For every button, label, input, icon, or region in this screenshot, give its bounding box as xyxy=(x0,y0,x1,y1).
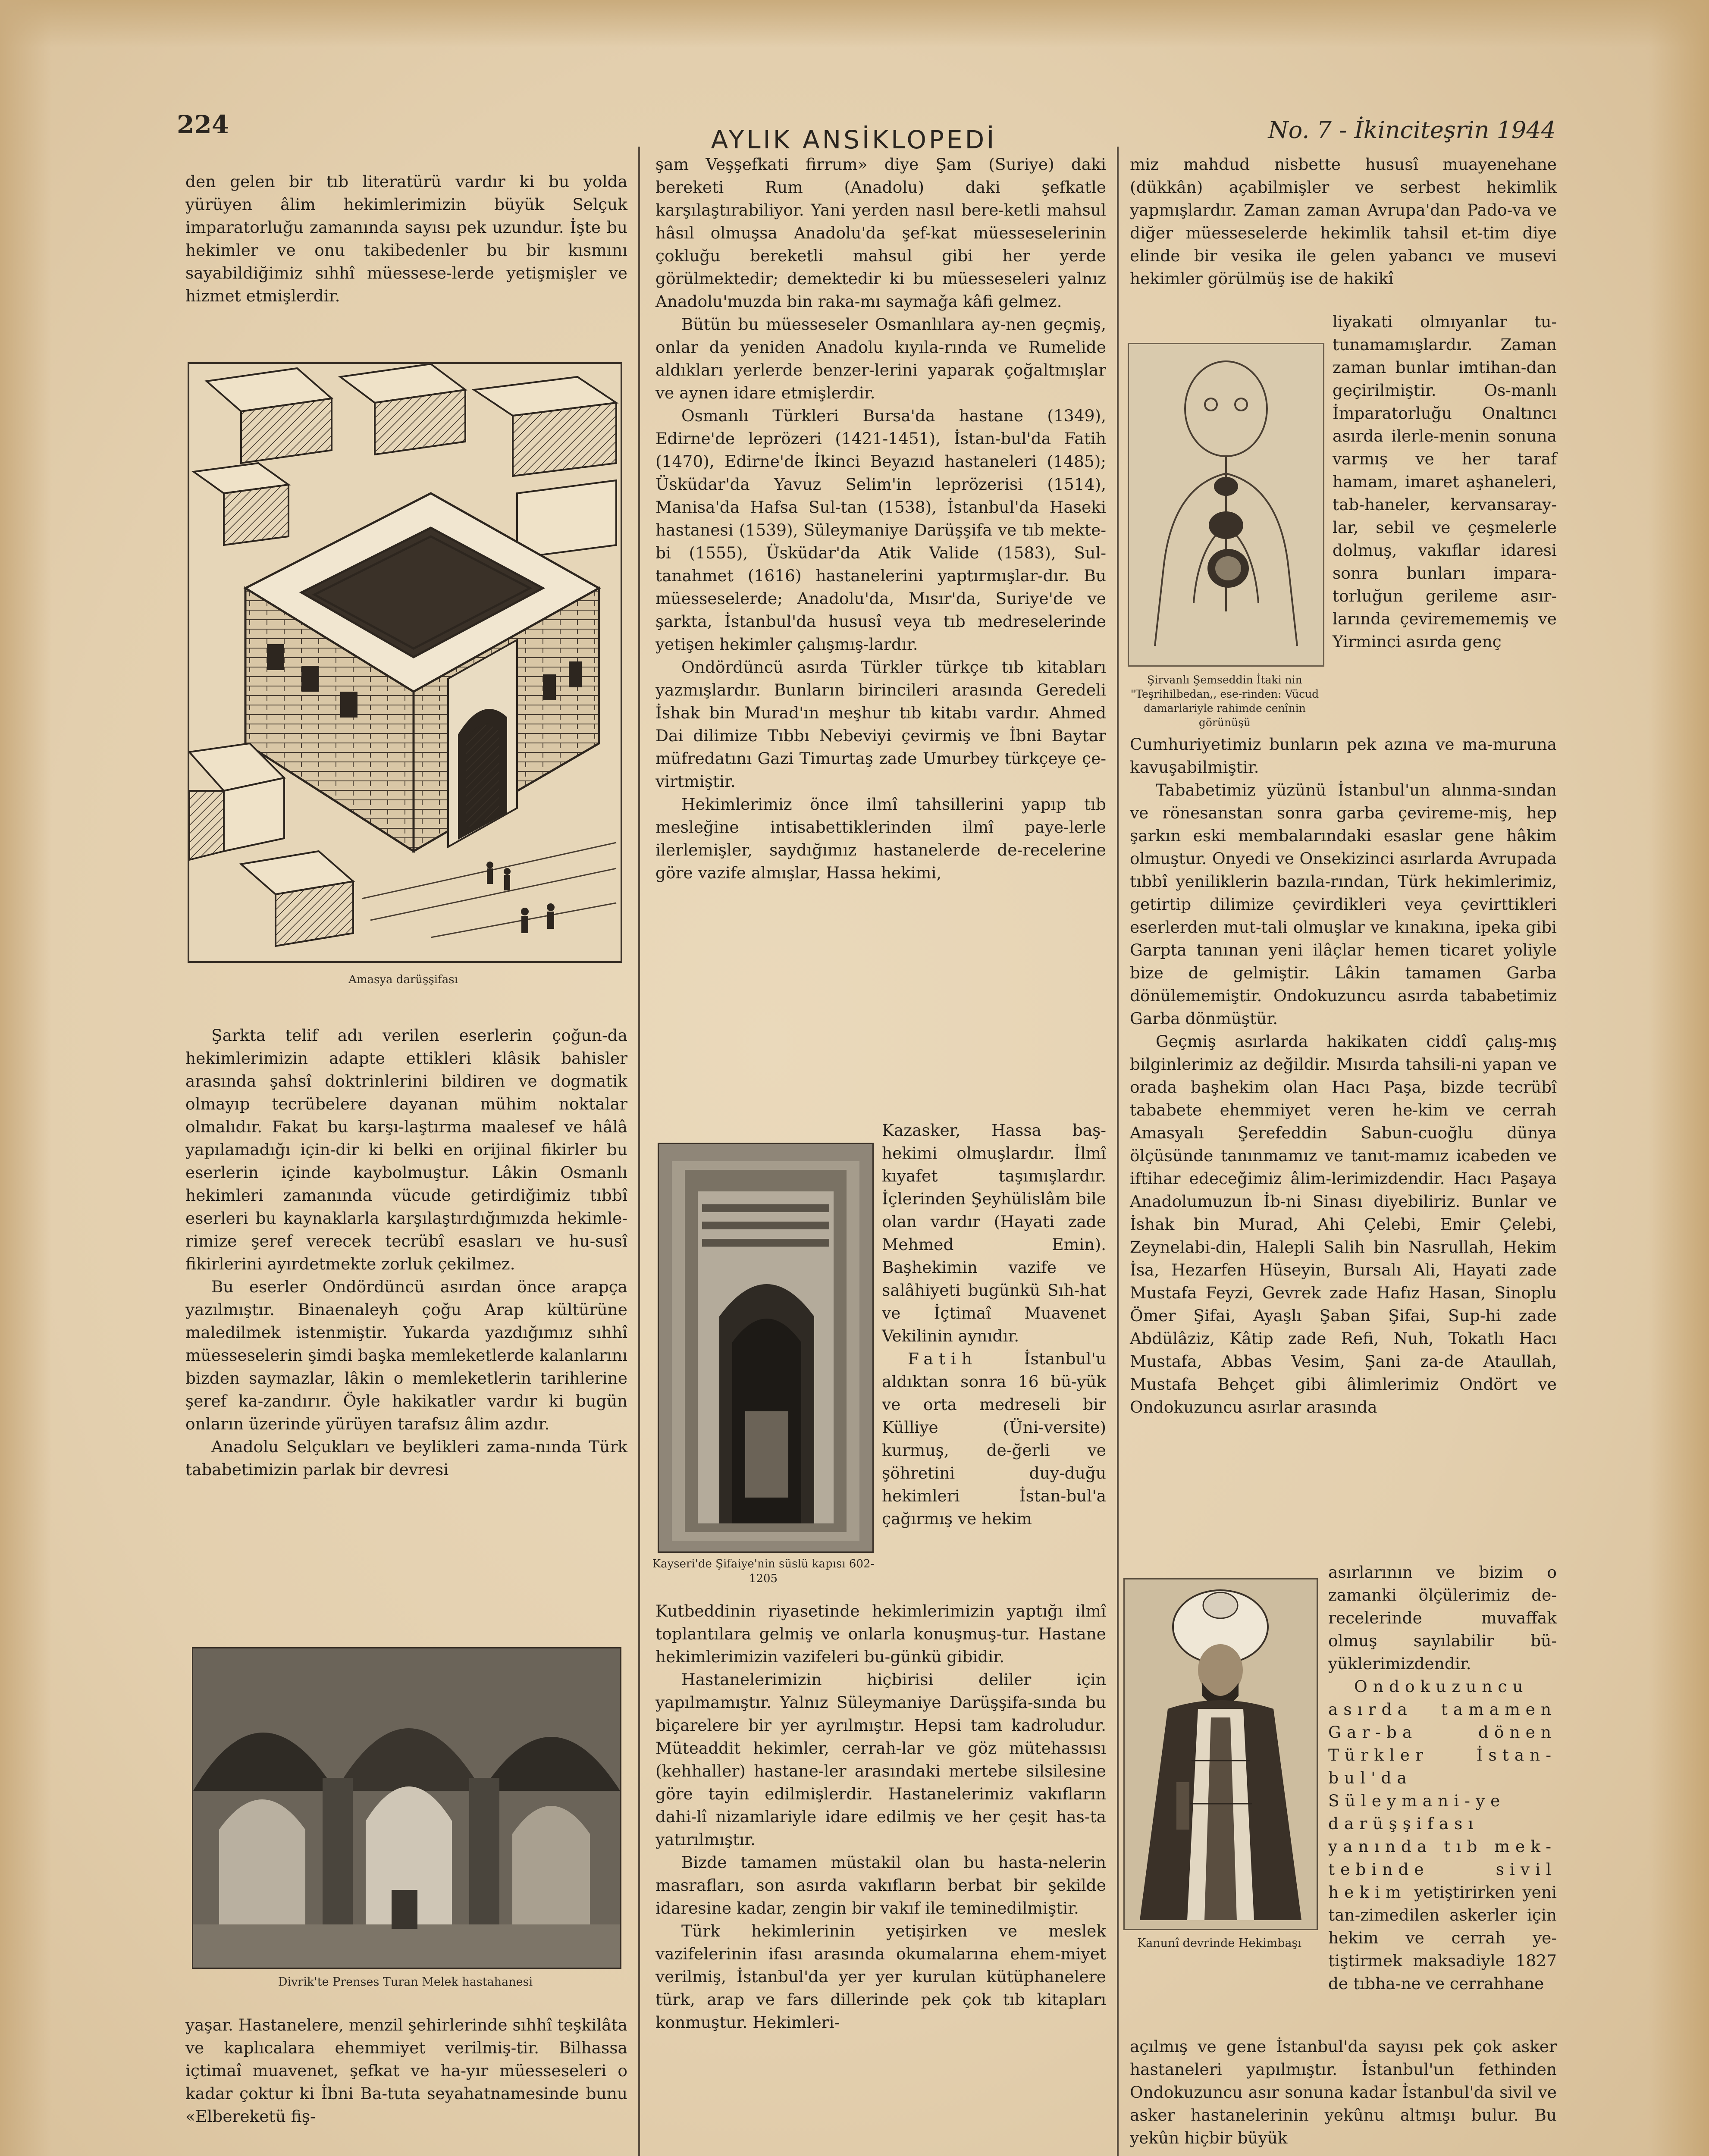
figure-caption: Amasya darüşşifası xyxy=(348,973,458,986)
divrik-hospital-photo xyxy=(192,1647,621,1969)
paragraph: Bu eserler Ondördüncü asırdan önce arapça yazılmıştır. Binaenaleyh çoğu Arap kültürüne maledilmek istenmiştir. Yukarda yazdığımız sıhhî müesseselerin şimdi başka memleketlerde kalanlarını bizden saymazlar, lâkin o memleketlerin tarihlerine şeref ka-zandırır. Öyle hakikatler vardır ki bugün onların üzerinde yürüyen tarafsız âlim azdır. xyxy=(185,1277,627,1433)
paragraph: İstanbul'u aldıktan sonra 16 bü-yük ve orta medreseli bir Külliye (Üni-versite) kurmuş, de-ğerli ve şöhretini duy-duğu hekimleri İstan-bul'a çağırmış ve hekim xyxy=(882,1349,1106,1528)
paragraph: Hastanelerimizin hiçbirisi deliler için yapılmamıştır. Yalnız Süleymaniye Darüşşifa-sında bu biçarelere bir yer ayrılmıştır. Hepsi tam kadroludur. Müteaddit hekimler, cerrah-lar ve göz mütehassısı (kehhaller) hastane-ler arasındaki mertebe silsilesine göre tayin edilmişlerdir. Hastanelerimiz vakıfların dahi-lî nizamlariyle idare edilmiş ve her çeşit has-ta yatırılmıştır. xyxy=(655,1670,1106,1849)
spaced-text: Ondokuzuncu asırda tamamen Gar-ba dönen Türkler İstan-bul'da Süleymani-ye darüşşifası yanında tıb mek-tebinde sivil hekim xyxy=(1328,1677,1557,1902)
figure-caption: Kayseri'de Şifaiye'nin süslü kapısı 602-1205 xyxy=(652,1557,875,1585)
paragraph: Bütün bu müesseseler Osmanlılara ay-nen geçmiş, onlar da yeniden Anadolu kıyıla-rında ve Rumelide aldıkları yerlerde benzer-lerini yaparak çoğaltmışlar ve aynen idare etmişlerdir. xyxy=(655,315,1106,402)
paragraph: Anadolu Selçukları ve beylikleri zama-nında Türk tababetimizin parlak bir devresi xyxy=(185,1437,627,1479)
column-3-wrap xyxy=(1333,310,1557,653)
right-edge-stain xyxy=(1649,0,1709,2156)
paragraph: Kutbeddinin riyasetinde hekimlerimizin yaptığı ilmî toplantılara gelmiş ve onlarla konuşmuş-tur. Hastane hekimlerimizin vazifeleri bu-günkü gibidir. xyxy=(655,1601,1106,1666)
publication-title: AYLIK ANSİKLOPEDİ xyxy=(711,125,997,154)
column-1-intro xyxy=(185,170,627,307)
column-1-body xyxy=(185,1024,627,1481)
paragraph: şam Veşşefkati firrum» diye Şam (Suriye) daki bereketi Rum (Anadolu) daki şefkatle karşılaştırabiliyor. Yani yerden nasıl bere-ketli mahsul hâsıl olmuşsa Anadolu'da şef-kat müesseselerinin çokluğu bereketli mahsul gibi her yerde görülmektedir; demektedir ki bu müesseseleri yalnız Anadolu'muzda bin raka-mı saymağa kâfi gelmez. xyxy=(655,155,1106,311)
paragraph: Cumhuriyetimiz bunların pek azına ve ma-muruna kavuşabilmiştir. xyxy=(1130,735,1557,777)
paragraph: den gelen bir tıb literatürü vardır ki bu yolda yürüyen âlim hekimlerimizin büyük Selçuk imparatorluğu zamanında sayısı pek uzundur. İşte bu hekimler ve onu takibedenler bu bir kısmını sayabildiğimiz sıhhî müessese-lerde yetişmişler ve hizmet etmişlerdir. xyxy=(185,172,627,305)
paragraph: Kazasker, Hassa baş-hekimi olmuşlardır. İlmî kıyafet taşımışlardır. İçlerinden Şeyhülislâm bile olan vardır (Hayati zade Mehmed Emin). Başhekimin vazife ve salâhiyeti bugünkü Sıh-hat ve İçtimaî Muavenet Vekilinin aynıdır. xyxy=(882,1121,1106,1345)
paragraph: Şarkta telif adı verilen eserlerin çoğun-da hekimlerimizin adapte ettikleri klâsik bahisler arasında şahsî doktrinlerini bildiren ve dogmatik olmayıp tecrübelere dayanan mühim noktalar olmalıdır. Fakat bu karşı-laştırma maalesef ve hâlâ yapılamadığı için-dir ki belki en orijinal fikirler bu eserlerin içinde kaybolmuştur. Lâkin Osmanlı hekimleri zamanında vücude getirdiğimiz tıbbî eserleri bu kaynaklarla karşılaştırdığımızda hekimle-rimize şeref verecek tecrübî esasları ve hu-susî fikirlerini ayırdetmekte zorluk çekilmez. xyxy=(185,1026,627,1273)
paragraph: yetiştirirken yeni tan-zimedilen askerler için hekim ve cerrah ye-tiştirmek maksadiyle 1827 de tıbha-ne ve cerrahhane xyxy=(1328,1883,1557,1993)
column-rule-left xyxy=(638,147,640,2156)
column-2-bottom xyxy=(655,1600,1106,2034)
page-number: 224 xyxy=(177,110,229,139)
photo-drawing xyxy=(659,1144,872,1551)
paragraph: miz mahdud nisbette hususî muayenehane (dükkân) açabilmişler ve serbest hekimlik yapmışlardır. Zaman zaman Avrupa'dan Pado-va ve diğer müesseselerde hekimlik tahsil et-tim diye elinde bir vesika ile gelen yabancı ve musevi hekimler görülmüş ise de hakikî xyxy=(1130,155,1557,288)
column-3-middle xyxy=(1130,733,1557,1419)
paragraph: Geçmiş asırlarda hakikaten ciddî çalış-mış bilginlerimiz az değildir. Mısırda tahsili-ni yapan ve orada başhekim olan Hacı Paşa, bizde tecrübî tababete ehemmiyet veren he-kim ve cerrah Amasyalı Şerefeddin Sabun-cuoğlu dünya ölçüsünde tanınmamız ve tanıt-mamız icabeden ve iftihar edeceğimiz âlim-lerimizdendir. Hacı Paşaya Anadolumuzun İb-ni Sinası diyebiliriz. Bunlar ve İshak bin Murad, Ahi Çelebi, Emir Çelebi, Zeynelabi-din, Halepli Salih bin Nasrullah, Hekim İsa, Hezarfen Hüseyin, Bursalı Ali, Hayati zade Mustafa Feyzi, Gevrek zade Hafız Hasan, Sinoplu Ömer Şifai, Ayaşlı Şaban Şifai, Sup-hi zade Abdülâziz, Kâtip zade Refi, Nuh, Tokatlı Hacı Mustafa, Abbas Vesim, Şani za-de Ataullah, Mustafa Behçet gibi âlimlerimiz Ondört ve Ondokuzuncu asırlar arasında xyxy=(1130,1032,1557,1416)
paragraph: Tababetimiz yüzünü İstanbul'un alınma-sından ve rönesanstan sonra garba çevireme-miş, hep şarkın eski membalarındaki esaslar gene hâkim olmuştur. Onyedi ve Onsekizinci asırlarda Avrupada tıbbî yeniliklerin bazıla-rından, Türk hekimlerimiz, getirtip dilimize çevirdikleri veya çevirttikleri eserlerden mut-tali olmuşlar ve kınakına, ipeka gibi Garpta tanınan yeni ilâçlar hemen ticaret yoliyle bize de gelmiştir. Lâkin tamamen Garba dönülememiştir. Ondokuzuncu asırda tababetimiz Garba dönmüştür. xyxy=(1130,780,1557,1028)
hekimbasi-portrait xyxy=(1123,1578,1318,1930)
paragraph: Osmanlı Türkleri Bursa'da hastane (1349), Edirne'de leprözeri (1421-1451), İstan-bul'da Fatih (1470), Edirne'de İkinci Beyazıd hastaneleri (1485); Üsküdar'da Yavuz Selim'in leprözerisi (1514), Manisa'da Hafsa Sul-tan (1538), İstanbul'da Haseki hastanesi (1539), Süleymaniye Darüşşifa ve tıb mekte-bi (1555), Üsküdar'da Atik Valide (1583), Sul-tanahmet (1616) hastanelerini yaptırmışlar-dır. Bu müesseselerde; Anadolu'da, Mısır'da, Suriye'de ve şarkta, İstanbul'da hususî veya tıb medreselerinde yetişen hekimler çalışmış-lardır. xyxy=(655,406,1106,654)
column-3-wrap-lower xyxy=(1328,1561,1557,1995)
anatomy-figure xyxy=(1129,344,1323,665)
column-2-wrap xyxy=(882,1119,1106,1530)
photo-drawing xyxy=(193,1648,620,1968)
anatomical-drawing xyxy=(1128,343,1324,667)
column-3-top xyxy=(1130,153,1557,290)
paragraph: Türk hekimlerinin yetişirken ve meslek vazifelerinin ifası arasında okumalarına ehem-miyet verilmiş, İstanbul'da yer yer kurulan kütüphanelere türk, arap ve fars dillerinde pek çok tıb kitapları konmuştur. Hekimleri- xyxy=(655,1921,1106,2032)
fatih-spaced: Fatih xyxy=(908,1349,978,1368)
figure-caption: Divrik'te Prenses Turan Melek hastahanesi xyxy=(278,1975,533,1989)
paragraph: Bizde tamamen müstakil olan bu hasta-nelerin masrafları, son asırda vakıfların berbat bir şekilde idaresine kadar, zengin bir vakıf ile teminedilmiştir. xyxy=(655,1853,1106,1918)
column-rule-right xyxy=(1117,147,1119,2156)
figure-caption: Kanunî devrinde Hekimbaşı xyxy=(1137,1937,1301,1950)
column-3-bottom xyxy=(1130,2035,1557,2150)
paragraph: yaşar. Hastanelere, menzil şehirlerinde sıhhî teşkilâta ve kaplıcalara ehemmiyet verilmiş-tir. Bilhassa içtimaî muavenet, şefkat ve ha-yır müesseseleri o kadar çoktur ki İbni Ba-tuta seyahatnamesinde bunu «Elbereketü fiş- xyxy=(185,2015,627,2126)
amasya-darussifasi-illustration xyxy=(188,362,622,963)
top-edge-stain xyxy=(0,0,1709,47)
paragraph: asırlarının ve bizim o zamanki ölçülerimiz de-recelerinde muvaffak olmuş sayılabilir bü-yüklerimizdendir. xyxy=(1328,1563,1557,1673)
paragraph: açılmış ve gene İstanbul'da sayısı pek çok asker hastaneleri yapılmıştır. İstanbul'un fethinden Ondokuzuncu asır sonuna kadar İstanbul'da sivil ve asker hastanelerinin yekûnu altmışı bulur. Bu yekûn hiçbir büyük xyxy=(1130,2037,1557,2147)
figure-caption: Şirvanlı Şemseddin İtaki nin "Teşrihilbedan,, ese-rinden: Vücud damarlariyle rahimde cenînin görünüşü xyxy=(1130,674,1319,729)
column-1-tail xyxy=(185,2014,627,2128)
engraving-drawing xyxy=(189,364,621,961)
paragraph: Hekimlerimiz önce ilmî tahsillerini yapıp tıb mesleğine intisabettiklerinden ilmî paye-lerle ilerlemişler, saydığımız hastanelerde de-recelerine göre vazife almışlar, Hassa hekimi, xyxy=(655,795,1106,882)
paragraph: liyakati olmıyanlar tu-tunamamışlardır. Zaman zaman bunlar imtihan-dan geçirilmiştir. Os-manlı İmparatorluğu Onaltıncı asırda ilerle-menin sonuna varmış ve her taraf hamam, imaret aşhaneleri, tab-haneler, kervansaray-lar, sebil ve çeşmelerle dolmuş, vakıflar idaresi sonra bunları impara-torluğun gerileme asır-larında çeviremememiş ve Yirminci asırda genç xyxy=(1333,312,1557,651)
kayseri-portal-photo xyxy=(658,1143,874,1553)
issue-info: No. 7 - İkinciteşrin 1944 xyxy=(1268,116,1556,144)
left-edge-stain xyxy=(0,0,52,2156)
portrait-drawing xyxy=(1125,1579,1317,1929)
paragraph: Ondördüncü asırda Türkler türkçe tıb kitabları yazmışlardır. Bunların birincileri arasında Geredeli İshak bin Murad'ın meşhur tıb kitabı vardır. Ahmed Dai dilimize Tıbbı Nebeviyi çevirmiş ve İbni Baytar müfredatını Gazi Timurtaş zade Umurbey türkçeye çe-virtmiştir. xyxy=(655,658,1106,791)
column-2-top xyxy=(655,153,1106,884)
